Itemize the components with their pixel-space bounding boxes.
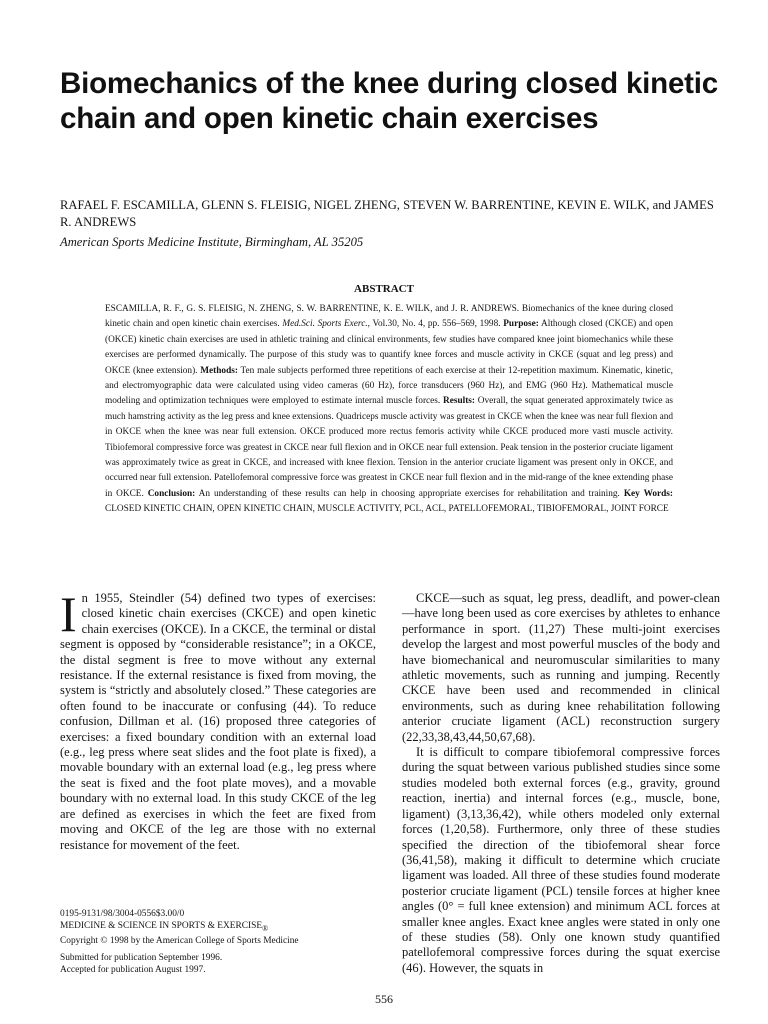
- body-column-right: [402, 591, 720, 976]
- keywords-text: CLOSED KINETIC CHAIN, OPEN KINETIC CHAIN, MUSCLE ACTIVITY, PCL, ACL, PATELLOFEMORAL, TIBIOFEMORAL, JOINT FORCE: [105, 504, 669, 515]
- abstract-heading: ABSTRACT: [354, 283, 414, 295]
- intro-paragraph: [60, 586, 376, 853]
- article-info-footnote: [60, 908, 390, 947]
- abstract-journal-details: , Vol.30, No. 4, pp. 556–569, 1998.: [367, 319, 501, 330]
- copyright-line: Copyright © 1998 by the American College of Sports Medicine: [60, 936, 299, 947]
- registered-mark: ®: [262, 924, 269, 934]
- methods-text: Ten male subjects performed three repetitions of each exercise at their 12-repetition maximum. Kinematic, kinetic, and electromyographic data were calculated using video cameras (60 Hz), force transducers (960 Hz), and EMG (960 Hz). Mathematical muscle modeling and optimization techniques were employed to estimate internal muscle forces.: [105, 365, 673, 407]
- drop-cap: I: [60, 586, 77, 642]
- results-label: Results:: [442, 396, 476, 407]
- submission-footnote: [60, 952, 390, 976]
- conclusion-label: Conclusion:: [147, 488, 196, 499]
- article-code: 0195-9131/98/3004-0556$3.00/0: [60, 909, 185, 919]
- compressive-forces-paragraph: It is difficult to compare tibiofemoral compressive forces during the squat between various published studies since some studies modeled both external forces (e.g., gravity, ground reaction, inertia) and internal forces (e.g., muscle, bone, ligament) (3,13,36,42), while others modeled only external forces (1,20,58). Furthermore, only three of these studies specified the direction of the tibiofemoral shear force (36,41,58), making it difficult to determine which cruciate ligament was loaded. All three of these studies found moderate posterior cruciate ligament (PCL) tensile forces at higher knee angles (0° = full knee extension) and minimum ACL forces at smaller knee angles. Exact knee angles were stated in only one of these studies (58). Only one known study quantified patellofemoral compressive forces during the squat exercise (46). However, the squats in: [402, 745, 720, 975]
- author-list: RAFAEL F. ESCAMILLA, GLENN S. FLEISIG, NIGEL ZHENG, STEVEN W. BARRENTINE, KEVIN E. WILK, and JAMES R. ANDREWS: [60, 198, 714, 229]
- submitted-date: Submitted for publication September 1996.: [60, 953, 223, 963]
- abstract-citation: ESCAMILLA, R. F., G. S. FLEISIG, N. ZHENG, S. W. BARRENTINE, K. E. WILK, and J. R. ANDREWS. Biomechanics of the knee during closed kinetic chain and open kinetic chain exercises.: [105, 304, 673, 330]
- article-title: Biomechanics of the knee during closed kinetic chain and open kinetic chain exercises: [60, 67, 718, 135]
- purpose-label: Purpose:: [503, 319, 539, 330]
- results-text: Overall, the squat generated approximately twice as much hamstring activity as the leg press and knee extensions. Quadriceps muscle activity was greatest in CKCE when the knee was near full flexion and in OKCE when the knee was near full extension. OKCE produced more rectus femoris activity while CKCE produced more vasti muscle activity. Tibiofemoral compressive force was greatest in CKCE near full flexion and in OKCE near full extension. Peak tension in the posterior cruciate ligament was approximately twice as great in CKCE, and increased with knee flexion. Tension in the anterior cruciate ligament was present only in OKCE, and occurred near full extension. Patellofemoral compressive force was greatest in CKCE near full flexion and in the mid-range of the knee extending phase in OKCE.: [105, 396, 673, 499]
- journal-name: MEDICINE & SCIENCE IN SPORTS & EXERCISE: [60, 921, 263, 932]
- abstract-journal: Med.Sci. Sports Exerc.: [282, 319, 368, 330]
- intro-text: n 1955, Steindler (54) defined two types of exercises: closed kinetic chain exercises (CKCE) and open kinetic chain exercises (OKCE). In a CKCE, the terminal or distal segment is opposed by “considerable resistance”; in a OKCE, the distal segment is free to move without any external resistance. If the external resistance is fixed from moving, the system is “strictly and absolutely closed.” These categories are often found to be inaccurate or confusing (44). To reduce confusion, Dillman et al. (16) proposed three categories of exercises: a fixed boundary condition with an external load (e.g., leg press where seat slides and the foot plate is fixed), a movable boundary with an external load (e.g., leg press where the seat is fixed and the foot plate moves), and a movable boundary with no external load. In this study CKCE of the leg are defined as exercises in which the feet are fixed from moving and OKCE of the leg are those with no external resistance for movement of the feet.: [60, 591, 376, 852]
- accepted-date: Accepted for publication August 1997.: [60, 965, 206, 976]
- purpose-text: Although closed (CKCE) and open (OKCE) kinetic chain exercises are used in athletic training and clinical environments, few studies have compared knee joint biomechanics while these exercises are performed dynamically. The purpose of this study was to quantify knee forces and muscle activity in CKCE (squat and leg press) and OKCE (knee extension).: [105, 319, 674, 376]
- affiliation: American Sports Medicine Institute, Birmingham, AL 35205: [60, 235, 364, 249]
- ckce-paragraph: CKCE—such as squat, leg press, deadlift, and power-clean—have long been used as core exercises by athletes to enhance performance in sport. (11,27) These multi-joint exercises develop the largest and most powerful muscles of the body and have biomechanical and neuromuscular similarities to many athletic movements, such as running and jumping. Recently CKCE have been used and recommended in clinical environments, such as during knee rehabilitation following anterior cruciate ligament (ACL) reconstruction surgery (22,33,38,43,44,50,67,68).: [402, 591, 720, 744]
- page-number: 556: [375, 992, 393, 1006]
- keywords-label: Key Words:: [623, 488, 674, 499]
- body-column-left: [60, 586, 376, 853]
- methods-label: Methods:: [200, 365, 238, 376]
- abstract-body: [105, 302, 673, 518]
- conclusion-text: An understanding of these results can help in choosing appropriate exercises for rehabilitation and training.: [198, 488, 620, 499]
- journal-line: [60, 920, 390, 935]
